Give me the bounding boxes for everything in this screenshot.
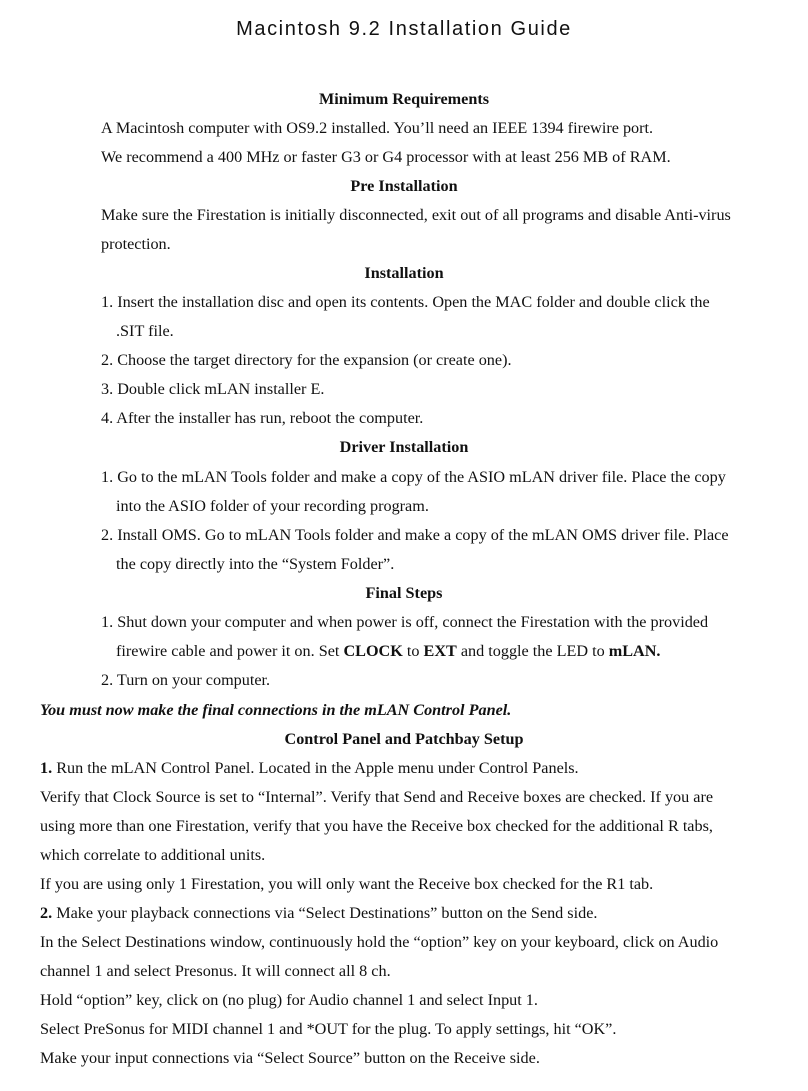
paragraph-line: We recommend a 400 MHz or faster G3 or G4 processor with at least 256 MB of RAM.: [101, 148, 671, 166]
page-title: Macintosh 9.2 Installation Guide: [236, 18, 572, 40]
heading-final-steps: Final Steps: [365, 584, 443, 602]
heading-installation: Installation: [364, 264, 444, 282]
list-item: 4. After the installer has run, reboot the computer.: [101, 409, 424, 427]
text-run: and toggle the LED to: [456, 642, 609, 660]
heading-control-panel: Control Panel and Patchbay Setup: [284, 730, 524, 748]
list-item-continuation: the copy directly into the “System Folder”.: [116, 555, 395, 573]
mlan-setting: mLAN.: [608, 642, 661, 660]
list-item: 1. Go to the mLAN Tools folder and make a copy of the ASIO mLAN driver file. Place the copy: [101, 468, 726, 486]
paragraph-line: which correlate to additional units.: [40, 846, 266, 864]
paragraph-line: A Macintosh computer with OS9.2 installed. You’ll need an IEEE 1394 firewire port.: [101, 119, 654, 137]
heading-pre-installation: Pre Installation: [350, 177, 458, 195]
text-run: firewire cable and power it on. Set: [116, 642, 344, 660]
text-run: to: [402, 642, 424, 660]
paragraph-line: If you are using only 1 Firestation, you will only want the Receive box checked for the R1 tab.: [40, 875, 654, 893]
text-run: Make your playback connections via “Select Destinations” button on the Send side.: [52, 904, 598, 922]
list-item: 1. Insert the installation disc and open its contents. Open the MAC folder and double click the: [101, 293, 710, 311]
important-note: You must now make the final connections in the mLAN Control Panel.: [40, 701, 512, 719]
list-item: 1. Shut down your computer and when power is off, connect the Firestation with the provided: [101, 613, 709, 631]
paragraph-line: Verify that Clock Source is set to “Internal”. Verify that Send and Receive boxes are checked. If you are: [40, 788, 714, 806]
paragraph-line: Make sure the Firestation is initially disconnected, exit out of all programs and disable Anti-virus: [101, 206, 731, 224]
clock-setting: CLOCK: [343, 642, 403, 660]
step-number: 1.: [40, 759, 53, 777]
paragraph-line: protection.: [101, 235, 171, 253]
paragraph-line: Hold “option” key, click on (no plug) for Audio channel 1 and select Input 1.: [40, 991, 538, 1009]
paragraph-line: using more than one Firestation, verify that you have the Receive box checked for the additional R tabs,: [40, 817, 713, 835]
list-item-continuation: into the ASIO folder of your recording program.: [116, 497, 429, 515]
list-item: 2. Choose the target directory for the expansion (or create one).: [101, 351, 512, 369]
paragraph-line: Make your input connections via “Select Source” button on the Receive side.: [40, 1049, 540, 1067]
list-item-continuation: .SIT file.: [116, 322, 174, 340]
list-item: 2. Turn on your computer.: [101, 671, 271, 689]
text-run: Run the mLAN Control Panel. Located in the Apple menu under Control Panels.: [52, 759, 579, 777]
list-item: 3. Double click mLAN installer E.: [101, 380, 325, 398]
step-number: 2.: [40, 904, 53, 922]
list-item-continuation: [116, 641, 808, 661]
heading-minimum-requirements: Minimum Requirements: [318, 90, 490, 108]
paragraph-line: Select PreSonus for MIDI channel 1 and *OUT for the plug. To apply settings, hit “OK”.: [40, 1020, 617, 1038]
heading-driver-installation: Driver Installation: [339, 438, 469, 456]
paragraph-line: In the Select Destinations window, continuously hold the “option” key on your keyboard, click on Audio: [40, 933, 719, 951]
paragraph-line: [40, 903, 808, 923]
paragraph-line: channel 1 and select Presonus. It will connect all 8 ch.: [40, 962, 391, 980]
list-item: 2. Install OMS. Go to mLAN Tools folder and make a copy of the mLAN OMS driver file. Place: [101, 526, 729, 544]
ext-setting: EXT: [423, 642, 457, 660]
paragraph-line: [40, 758, 808, 778]
